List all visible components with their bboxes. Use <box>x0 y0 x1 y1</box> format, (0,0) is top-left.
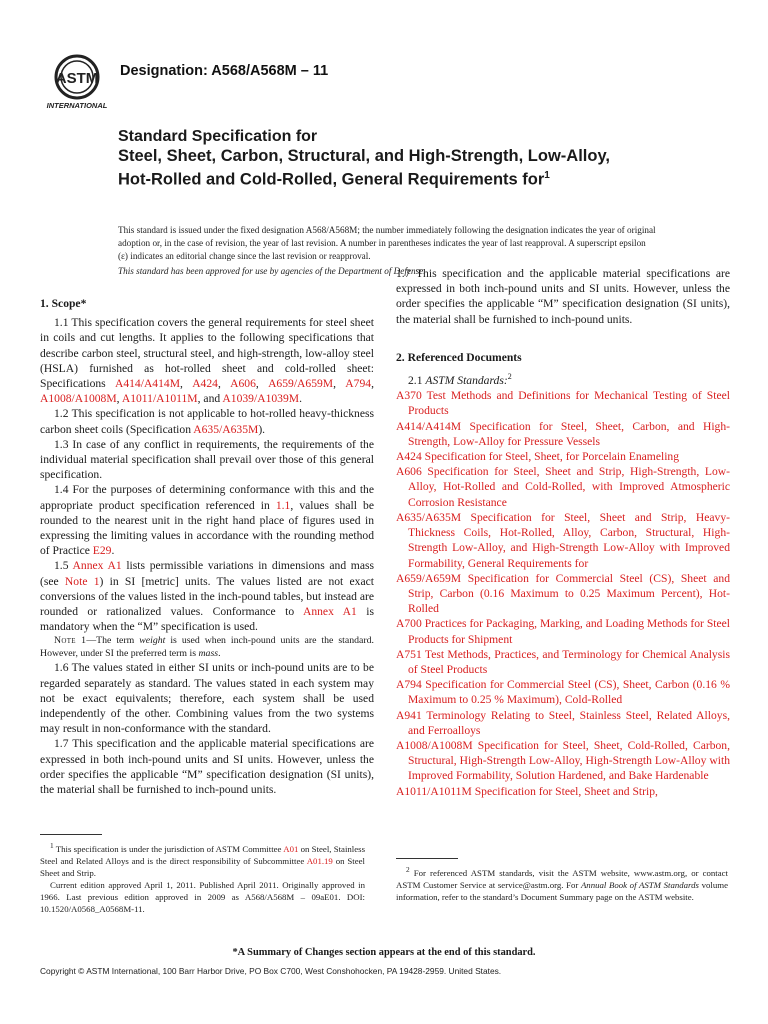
ref-a01-19[interactable]: A01.19 <box>306 855 333 866</box>
standard-code[interactable]: A370 <box>396 389 422 403</box>
standard-code[interactable]: A751 <box>396 647 422 661</box>
logo-text: ASTM <box>55 70 99 87</box>
footnote-1-num: 1 <box>50 841 54 850</box>
ref-section-1-1[interactable]: 1.1 <box>275 498 291 512</box>
standard-item <box>396 419 730 449</box>
standard-item <box>396 510 730 571</box>
standard-title[interactable]: Specification for Steel, Sheet, for Porcelain Enameling <box>424 450 680 464</box>
standard-item <box>396 571 730 617</box>
ref-a635[interactable]: A635/A635M <box>193 422 259 436</box>
standard-item <box>396 449 730 464</box>
standard-code[interactable]: A1008/A1008M <box>396 738 473 752</box>
para-1-1 <box>40 315 374 406</box>
designation: Designation: A568/A568M – 11 <box>120 63 329 79</box>
sep: . <box>111 544 115 558</box>
ref-note-1[interactable]: Note 1 <box>64 574 100 588</box>
standard-item <box>396 708 730 738</box>
footnote-2-ref[interactable]: 2 <box>507 372 512 382</box>
sep: , and <box>197 392 223 406</box>
para-1-6: 1.6 The values stated in either SI units or inch-pound units are to be regarded separately as standard. The values stated in each system may not be exact equivalents; therefore, each system shall be used independently of the other. Combining values from the two systems may result in non-conformance with the standard. <box>40 661 374 736</box>
note-label: Note 1 <box>54 635 87 647</box>
ref-a414[interactable]: A414/A414M <box>114 377 181 391</box>
left-column <box>40 296 374 797</box>
standard-code[interactable]: A414/A414M <box>396 419 462 433</box>
standard-title[interactable]: Terminology Relating to Steel, Stainless Steel, Related Alloys, and Ferroalloys <box>408 708 730 737</box>
standard-item <box>396 677 730 707</box>
footnote-1-text3: on Steel Sheet and Strip. <box>40 855 365 878</box>
standard-title[interactable]: Specification for Steel, Sheet, Carbon, and High-Strength, Low-Alloy for Pressure Vessels <box>408 419 730 448</box>
para-1-1-text: 1.1 This specification covers the general requirements for steel sheet in coils and cut lengths. It applies to the following specifications that describe carbon steel, structural steel, and high-strength, low-alloy steel (HSLA) furnished as hot-rolled sheet and cold-rolled sheet: Specifications <box>40 316 374 391</box>
standard-item <box>396 784 730 799</box>
title-block <box>118 127 638 190</box>
standard-code[interactable]: A635/A635M <box>396 510 462 524</box>
para-1-5-num: 1.5 <box>54 559 73 573</box>
standard-title[interactable]: Specification for Steel, Sheet and Strip, High-Strength, Low-Alloy, Hot-Rolled and Cold-Rolled, with Improved Atmospheric Corrosion Resistance <box>408 465 730 509</box>
standard-item <box>396 388 730 418</box>
standard-code[interactable]: A1011/A1011M <box>396 784 472 798</box>
sep: , <box>217 377 231 391</box>
ref-a606[interactable]: A606 <box>230 377 256 391</box>
standard-code[interactable]: A700 <box>396 617 422 631</box>
para-1-4 <box>40 482 374 558</box>
para-1-2-text: 1.2 This specification is not applicable to hot-rolled heavy-thickness carbon sheet coils (Specification <box>40 407 374 436</box>
ref-a1039[interactable]: A1039/A1039M <box>222 392 300 406</box>
footnote-2 <box>396 864 728 903</box>
title-footnote-ref[interactable]: 1 <box>544 170 550 181</box>
copyright: Copyright © ASTM International, 100 Barr Harbor Drive, PO Box C700, West Conshohocken, PA 19428-2959. United States. <box>40 966 502 976</box>
footnote-1-text2: on Steel, Stainless Steel and Related Alloys and is the direct responsibility of Subcommittee <box>40 843 365 866</box>
para-1-4-text: 1.4 For the purposes of determining conformance with this and the appropriate product specification referenced in <box>40 483 374 512</box>
standard-item <box>396 464 730 510</box>
right-column <box>396 267 730 799</box>
para-1-5-text2: ) in SI [metric] units. The values listed are not exact conversions of the values listed in the inch-pound tables, but instead are rounded or rationalized values. Conformance to <box>40 574 374 619</box>
para-1-4-text2: , values shall be rounded to the nearest unit in the right hand place of figures used in expressing the limiting values in accordance with the rounding method of Practice <box>40 498 374 558</box>
para-1-7: 1.7 This specification and the applicable material specifications are expressed in both inch-pound units and SI units. However, unless the order specifies the applicable “M” specification designation (SI units), the material shall be furnished to inch-pound units. <box>40 737 374 797</box>
standard-code[interactable]: A424 <box>396 450 422 464</box>
note-text2: is used when inch-pound units are the standard. However, under SI the preferred term is <box>40 635 374 660</box>
refdocs-heading: 2. Referenced Documents <box>396 351 522 364</box>
para-1-7-continued-box <box>396 267 730 342</box>
standard-code[interactable]: A606 <box>396 465 422 479</box>
footnote-2-text: For referenced ASTM standards, visit the ASTM website, www.astm.org, or contact ASTM Customer Service at service@astm.org. For <box>396 867 728 890</box>
standard-title[interactable]: Specification for Commercial Steel (CS), Sheet, Carbon (0.16 % Maximum to 0.25 % Maximum), Cold-Rolled <box>408 678 730 707</box>
standard-title[interactable]: Specification for Steel, Sheet and Strip, Heavy-Thickness Coils, Hot-Rolled, Alloy, Carbon, Structural, High-Strength Low-Alloy, and High-Strength Low-Alloy with Improved Formability, General Requirements for <box>408 510 730 570</box>
ref-annex-a1-2[interactable]: Annex A1 <box>302 605 357 619</box>
para-1-7-continued: 1.7 This specification and the applicable material specifications are expressed in both inch-pound units and SI units. However, unless the order specifies the applicable “M” specification designation (SI units), the material shall be furnished to inch-pound units. <box>396 267 730 326</box>
para-1-5 <box>40 558 374 634</box>
standard-item <box>396 738 730 784</box>
ref-a659[interactable]: A659/A659M <box>268 377 334 391</box>
refdocs-sub-num: 2.1 <box>408 374 426 388</box>
standard-code[interactable]: A794 <box>396 678 422 692</box>
standard-title[interactable]: Specification for Steel, Sheet, Cold-Rolled, Carbon, Structural, High-Strength Low-Alloy, High-Strength Low-Alloy with Improved Formability, Solution Hardened, and Bake Hardenable <box>408 738 730 783</box>
logo-subtext: INTERNATIONAL <box>46 101 108 110</box>
title-main <box>118 146 638 190</box>
footnote-1-p1 <box>40 840 365 879</box>
standard-item <box>396 647 730 677</box>
sep: , <box>255 377 269 391</box>
note-text: —The term <box>86 635 140 647</box>
ref-a794[interactable]: A794 <box>345 377 372 391</box>
refdocs-sub-title: ASTM Standards: <box>425 374 508 388</box>
footnote-2-p1 <box>396 864 728 903</box>
para-1-5-text: lists permissible variations in dimensions and mass (see <box>40 559 374 588</box>
scope-heading: 1. Scope* <box>40 297 87 310</box>
footnote-2-num: 2 <box>406 865 410 874</box>
dod-approval: This standard has been approved for use by agencies of the Department of Defense. <box>118 266 426 276</box>
ref-a1008[interactable]: A1008/A1008M <box>40 392 117 406</box>
sep: . <box>299 392 302 406</box>
title-line1: Standard Specification for <box>118 128 318 145</box>
footnote-rule-left <box>40 834 102 835</box>
ref-a1011[interactable]: A1011/A1011M <box>121 392 198 406</box>
astm-logo <box>42 50 112 110</box>
standard-item <box>396 616 730 646</box>
standard-title[interactable]: Practices for Packaging, Marking, and Loading Methods for Steel Products for Shipment <box>408 617 730 646</box>
summary-notice: *A Summary of Changes section appears at the end of this standard. <box>232 947 536 958</box>
sep: , <box>333 377 346 391</box>
sep: , <box>371 377 374 391</box>
note-mass: mass <box>198 648 219 660</box>
designation-notice: This standard is issued under the fixed designation A568/A568M; the number immediately following the designation indicates the year of original adoption or, in the case of revision, the year of last revision. A number in parentheses indicates the year of last reapproval. A superscript epsilon (ε) indicates an editorial change since the last revision or reapproval. <box>118 225 656 261</box>
ref-e29[interactable]: E29 <box>92 544 112 558</box>
note-weight: weight <box>139 635 166 647</box>
para-1-5-text3: is mandatory when the “M” specification is used. <box>40 605 374 634</box>
standard-title[interactable]: Specification for Commercial Steel (CS), Sheet and Strip, Carbon (0.16 Maximum to 0.25 Maximum Percent), Hot-Rolled <box>408 571 730 616</box>
note-1 <box>40 634 374 660</box>
ref-a01[interactable]: A01 <box>283 843 299 854</box>
ref-a424[interactable]: A424 <box>192 377 218 391</box>
footnote-2-text2: volume information, refer to the standard’s Document Summary page on the ASTM website. <box>396 879 728 902</box>
standards-list <box>396 388 730 798</box>
refdocs-sub <box>396 369 730 388</box>
footnote-1-text: This specification is under the jurisdiction of ASTM Committee <box>53 843 284 854</box>
astm-logo-icon <box>42 50 112 112</box>
para-1-3: 1.3 In case of any conflict in requirements, the requirements of the individual material specification shall prevail over those of this general specification. <box>40 437 374 482</box>
sep: , <box>116 392 122 406</box>
standard-title[interactable]: Specification for Steel, Sheet and Strip, <box>474 784 658 798</box>
sep: ). <box>258 422 266 436</box>
footnote-2-italic: Annual Book of ASTM Standards <box>580 879 699 890</box>
standard-title[interactable]: Test Methods and Definitions for Mechanical Testing of Steel Products <box>408 389 730 418</box>
standard-title[interactable]: Test Methods, Practices, and Terminology for Chemical Analysis of Steel Products <box>408 647 730 676</box>
footnote-rule-right <box>396 858 458 859</box>
footnote-1-p2: Current edition approved April 1, 2011. Published April 2011. Originally approved in 1966. Last previous edition approved in 2009 as A568/A568M – 09aE01. DOI: 10.1520/A0568_A0568M-11. <box>40 879 365 914</box>
footnote-1 <box>40 840 365 915</box>
sep: . <box>218 648 221 660</box>
ref-annex-a1[interactable]: Annex A1 <box>72 559 122 573</box>
standard-code[interactable]: A659/A659M <box>396 571 462 585</box>
title-text: Steel, Sheet, Carbon, Structural, and High-Strength, Low-Alloy, Hot-Rolled and Cold-Rolled, General Requirements for <box>118 147 610 189</box>
para-1-2 <box>40 406 374 436</box>
standard-code[interactable]: A941 <box>396 708 422 722</box>
sep: , <box>180 377 193 391</box>
